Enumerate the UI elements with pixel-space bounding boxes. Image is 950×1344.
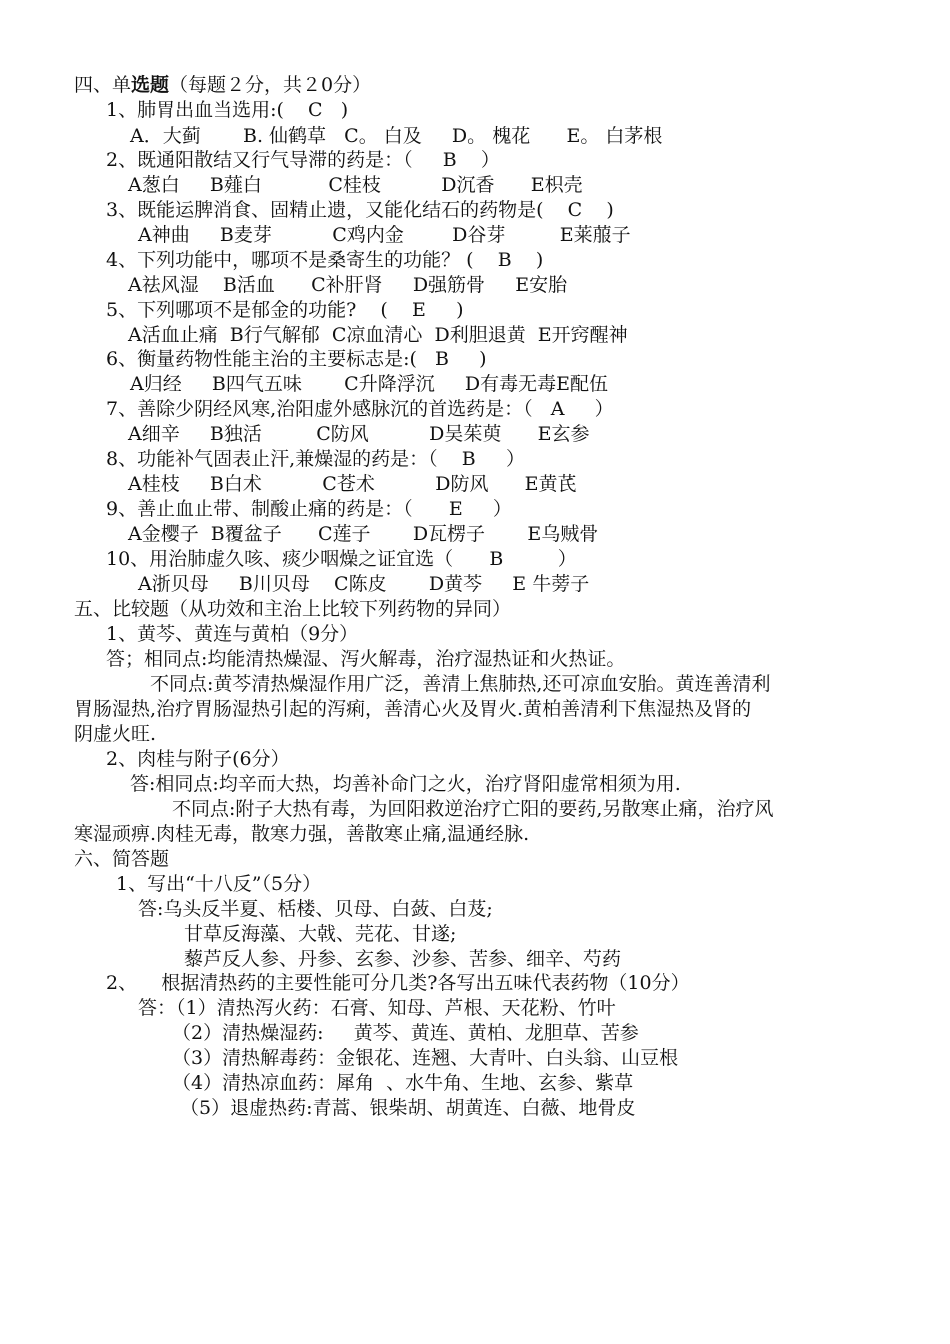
- comparison-1-answer-line: 答；相同点:均能清热燥湿、泻火解毒，治疗湿热证和火热证。: [106, 648, 626, 670]
- short-answer-1-line: 答:乌头反半夏、栝楼、贝母、白蔹、白芨;: [138, 898, 493, 920]
- question-10-stem: 10、用治肺虚久咳、痰少咽燥之证宜选（ B ）: [106, 548, 577, 570]
- question-8-stem: 8、功能补气固表止汗,兼燥湿的药是：（ B ）: [106, 448, 525, 470]
- section-4-heading: [74, 73, 371, 98]
- short-answer-2-title: 2、 根据清热药的主要性能可分几类?各写出五味代表药物（10分）: [106, 972, 690, 994]
- question-1-options: A．大蓟 B. 仙鹤草 C。 白及 D。 槐花 E。 白茅根: [130, 125, 663, 147]
- comparison-2-answer-line: 答:相同点:均辛而大热，均善补命门之火，治疗肾阳虚常相须为用.: [130, 773, 681, 795]
- short-answer-1-line: 藜芦反人参、丹参、玄参、沙参、苦参、细辛、芍药: [184, 948, 622, 970]
- question-1-stem: 1、肺胃出血当选用:( C ): [106, 99, 349, 121]
- question-9-stem: 9、善止血止带、制酸止痛的药是：（ E ）: [106, 498, 512, 520]
- short-answer-2-line: 答：（1）清热泻火药：石膏、知母、芦根、天花粉、竹叶: [138, 997, 616, 1019]
- short-answer-2-line: （2）清热燥湿药: 黄芩、黄连、黄柏、龙胆草、苦参: [172, 1022, 639, 1044]
- question-6-stem: 6、衡量药物性能主治的主要标志是:( B ): [106, 348, 487, 370]
- short-answer-1-line: 甘草反海藻、大戟、芫花、甘遂;: [184, 923, 457, 945]
- short-answer-1-title: 1、写出“十八反”（5分）: [116, 873, 322, 895]
- question-2-stem: 2、既通阳散结又行气导滞的药是：（ B ）: [106, 149, 500, 171]
- question-9-options: A金樱子 B覆盆子 C莲子 D瓦楞子 E乌贼骨: [128, 523, 599, 545]
- comparison-1-answer-line: 胃肠湿热,治疗胃肠湿热引起的泻痢，善清心火及胃火.黄柏善清利下焦湿热及肾的: [74, 698, 752, 720]
- short-answer-2-line: （5）退虚热药:青蒿、银柴胡、胡黄连、白薇、地骨皮: [180, 1097, 636, 1119]
- short-answer-2-line: （4）清热凉血药：犀角 、水牛角、生地、玄参、紫草: [172, 1072, 634, 1094]
- section-4-heading-prefix: 四、单: [74, 74, 132, 96]
- comparison-1-answer-line: 不同点:黄芩清热燥湿作用广泛，善清上焦肺热,还可凉血安胎。黄连善清利: [150, 673, 771, 695]
- section-4-heading-note: （每题２分，共２0分）: [169, 74, 372, 96]
- question-3-options: A神曲 B麦芽 C鸡内金 D谷芽 E莱菔子: [138, 224, 631, 246]
- section-5-heading: 五、比较题（从功效和主治上比较下列药物的异同）: [74, 598, 512, 620]
- question-6-options: A归经 B四气五味 C升降浮沉 D有毒无毒E配伍: [130, 373, 608, 395]
- comparison-2-answer-line: 寒湿顽痹.肉桂无毒，散寒力强，善散寒止痛,温通经脉.: [74, 823, 530, 845]
- section-6-heading: 六、简答题: [74, 848, 170, 870]
- short-answer-2-line: （3）清热解毒药：金银花、连翘、大青叶、白头翁、山豆根: [172, 1047, 679, 1069]
- question-3-stem: 3、既能运脾消食、固精止遗，又能化结石的药物是( C ): [106, 199, 614, 221]
- question-7-stem: 7、善除少阴经风寒,治阳虚外感脉沉的首选药是：（ A ）: [106, 398, 614, 420]
- question-4-stem: 4、下列功能中，哪项不是桑寄生的功能？ ( B ): [106, 249, 544, 271]
- question-5-options: A活血止痛 B行气解郁 C凉血清心 D利胆退黄 E开窍醒神: [128, 324, 628, 346]
- comparison-2-answer-line: 不同点:附子大热有毒，为回阳救逆治疗亡阳的要药,另散寒止痛，治疗风: [172, 798, 774, 820]
- question-5-stem: 5、下列哪项不是郁金的功能? ( E ): [106, 299, 464, 321]
- comparison-1-title: 1、黄芩、黄连与黄柏（9分）: [106, 623, 359, 645]
- question-4-options: A祛风湿 B活血 C补肝肾 D强筋骨 E安胎: [128, 274, 568, 296]
- comparison-1-answer-line: 阴虚火旺.: [74, 723, 157, 745]
- question-7-options: A细辛 B独活 C防风 D吴茱萸 E玄参: [128, 423, 590, 445]
- question-10-options: A浙贝母 B川贝母 C陈皮 D黄芩 E 牛蒡子: [138, 573, 590, 595]
- question-2-options: A葱白 B薤白 C桂枝 D沉香 E枳壳: [128, 174, 583, 196]
- question-8-options: A桂枝 B白术 C苍术 D防风 E黄芪: [128, 473, 577, 495]
- comparison-2-title: 2、肉桂与附子(6分）: [106, 748, 290, 770]
- section-4-heading-bold: 选题: [131, 74, 170, 96]
